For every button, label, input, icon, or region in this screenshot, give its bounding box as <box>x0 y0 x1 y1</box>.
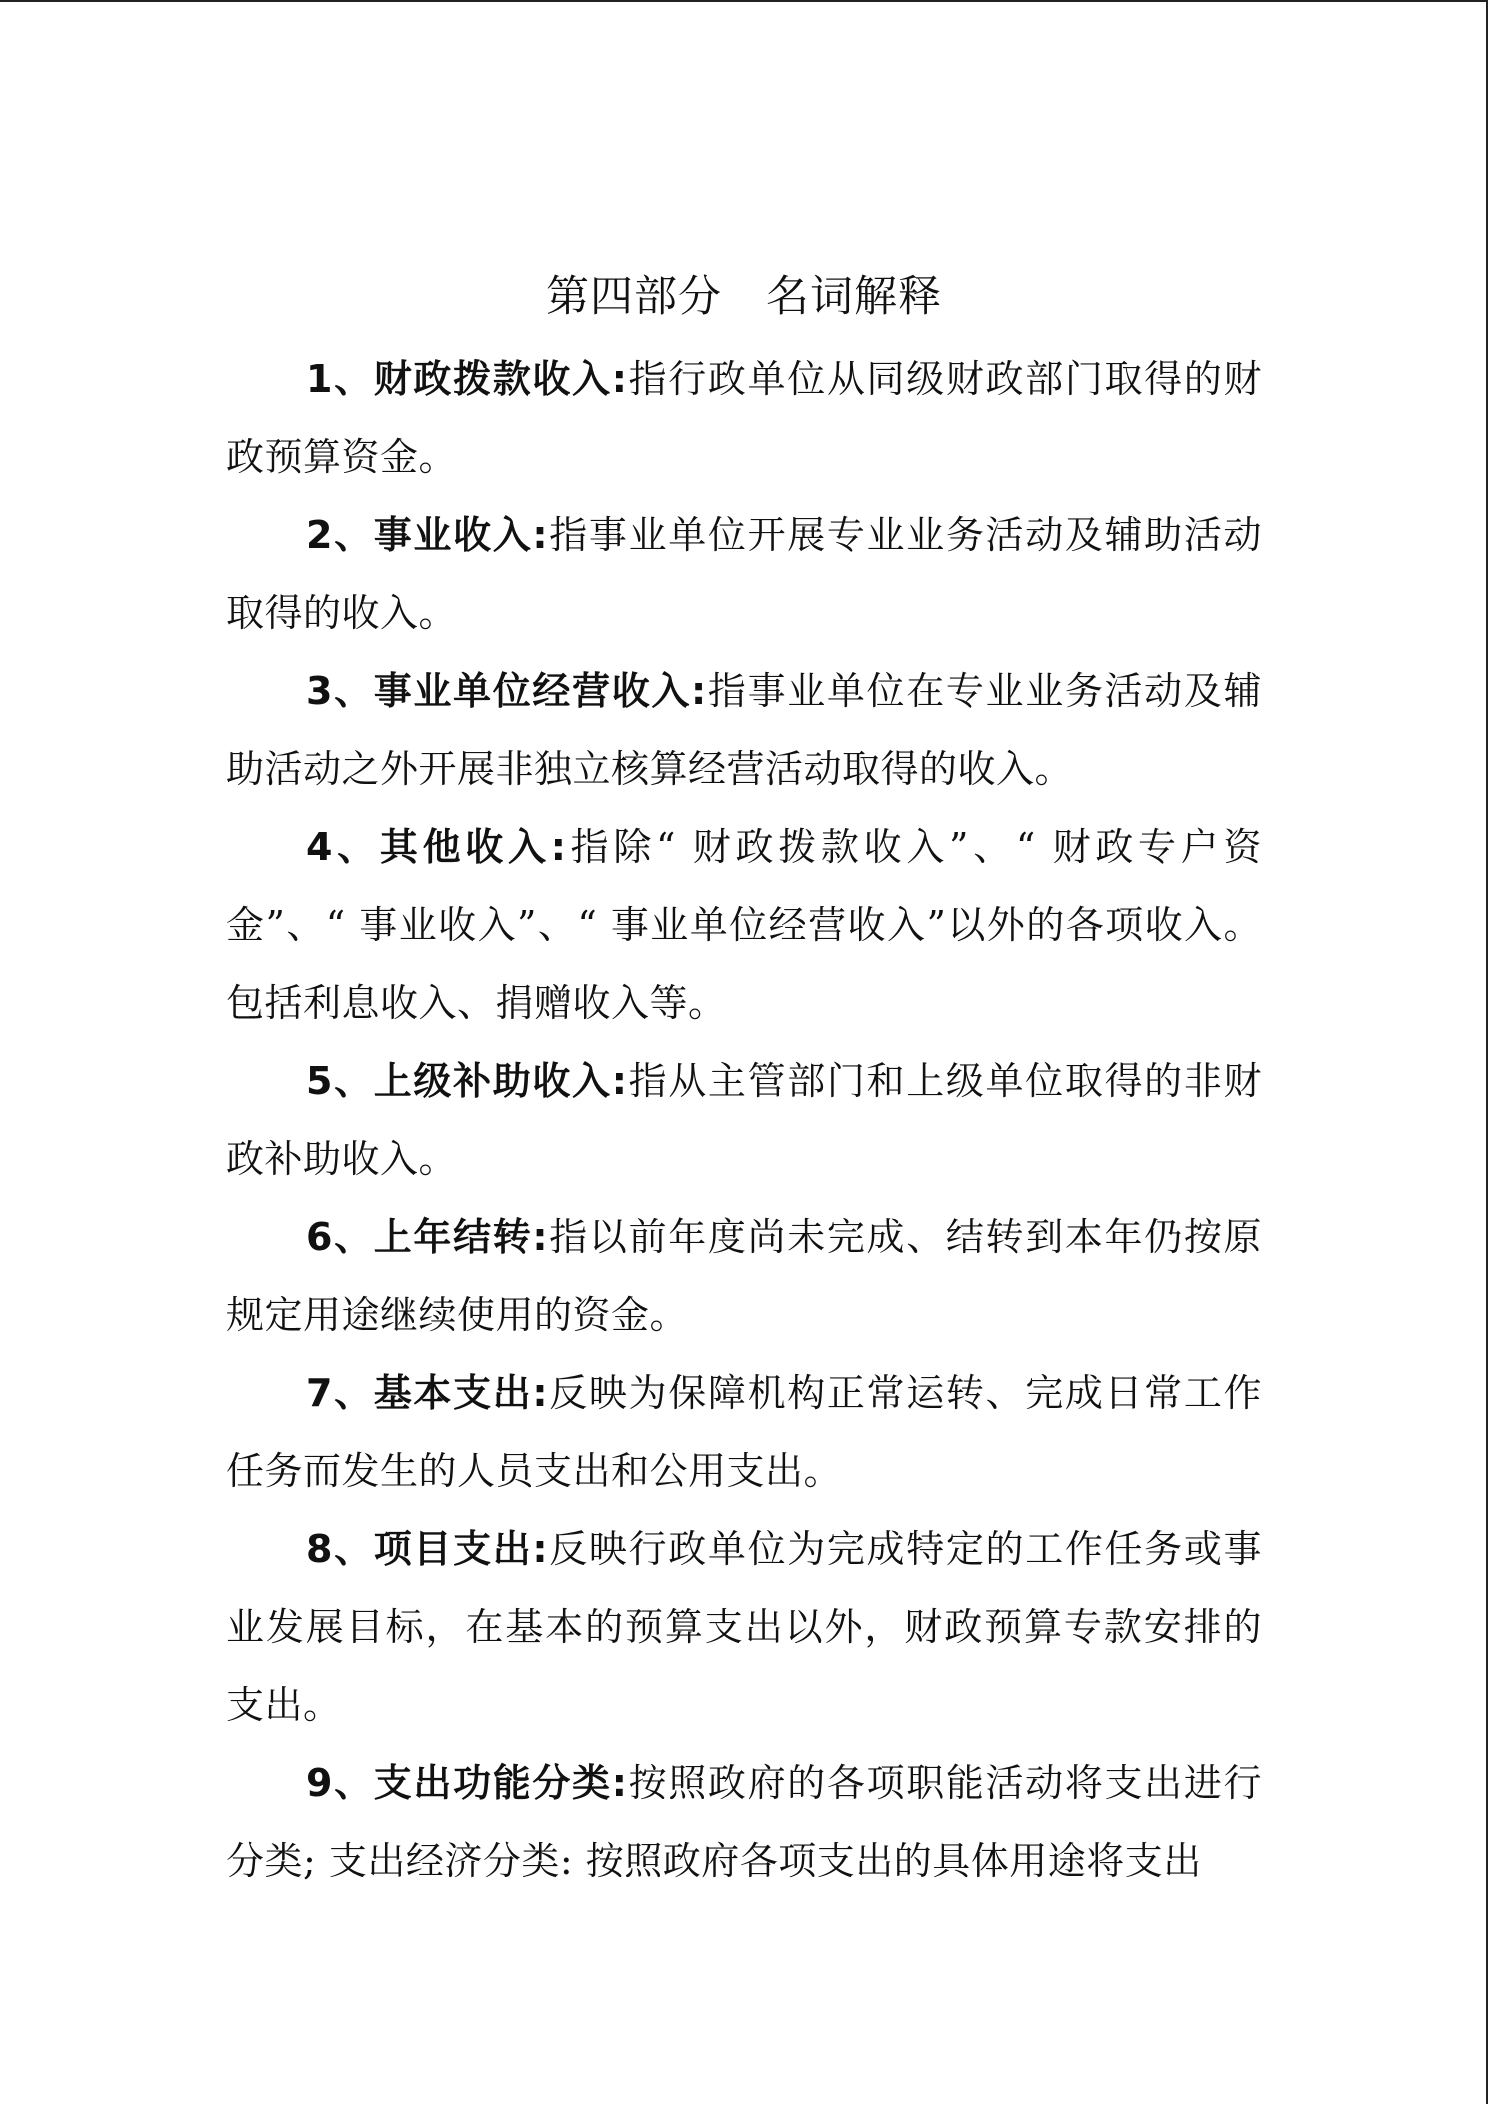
glossary-entry <box>226 1198 1262 1354</box>
glossary-entry <box>226 496 1262 652</box>
section-title-part: 第四部分 <box>546 272 722 322</box>
glossary-term: 1、财政拨款收入: <box>306 357 628 401</box>
glossary-entry <box>226 652 1262 808</box>
glossary-definition: 指除“ 财政拨款收入”、“ 财政专户资金”、“ 事业收入”、“ 事业单位经营收入”以外的各项收入。包括利息收入、捐赠收入等。 <box>226 825 1262 1025</box>
page-border-top <box>0 0 1488 2</box>
glossary-term: 9、支出功能分类: <box>306 1761 628 1805</box>
glossary-entry <box>226 808 1262 1042</box>
glossary-definition: 反映为保障机构正常运转、完成日常工作任务而发生的人员支出和公用支出。 <box>226 1371 1262 1493</box>
glossary-term: 4、其他收入: <box>306 825 567 869</box>
glossary-body <box>226 340 1262 1900</box>
glossary-entry <box>226 1042 1262 1198</box>
glossary-term: 2、事业收入: <box>306 513 549 557</box>
glossary-term: 5、上级补助收入: <box>306 1059 628 1103</box>
glossary-definition: 指以前年度尚未完成、结转到本年仍按原规定用途继续使用的资金。 <box>226 1215 1262 1337</box>
glossary-entry <box>226 340 1262 496</box>
glossary-term: 8、项目支出: <box>306 1527 549 1571</box>
glossary-definition: 按照政府的各项职能活动将支出进行分类; 支出经济分类: 按照政府各项支出的具体用途将支出 <box>226 1761 1262 1883</box>
glossary-definition: 指事业单位开展专业业务活动及辅助活动取得的收入。 <box>226 513 1262 635</box>
glossary-definition: 反映行政单位为完成特定的工作任务或事业发展目标，在基本的预算支出以外，财政预算专款安排的支出。 <box>226 1527 1262 1727</box>
section-title-name: 名词解释 <box>766 272 942 322</box>
glossary-definition: 指从主管部门和上级单位取得的非财政补助收入。 <box>226 1059 1262 1181</box>
glossary-term: 3、事业单位经营收入: <box>306 669 707 713</box>
glossary-term: 6、上年结转: <box>306 1215 549 1259</box>
glossary-definition: 指行政单位从同级财政部门取得的财政预算资金。 <box>226 357 1262 479</box>
section-title <box>0 262 1488 332</box>
glossary-term: 7、基本支出: <box>306 1371 549 1415</box>
glossary-entry <box>226 1744 1262 1900</box>
glossary-definition: 指事业单位在专业业务活动及辅助活动之外开展非独立核算经营活动取得的收入。 <box>226 669 1262 791</box>
glossary-entry <box>226 1510 1262 1744</box>
glossary-entry <box>226 1354 1262 1510</box>
